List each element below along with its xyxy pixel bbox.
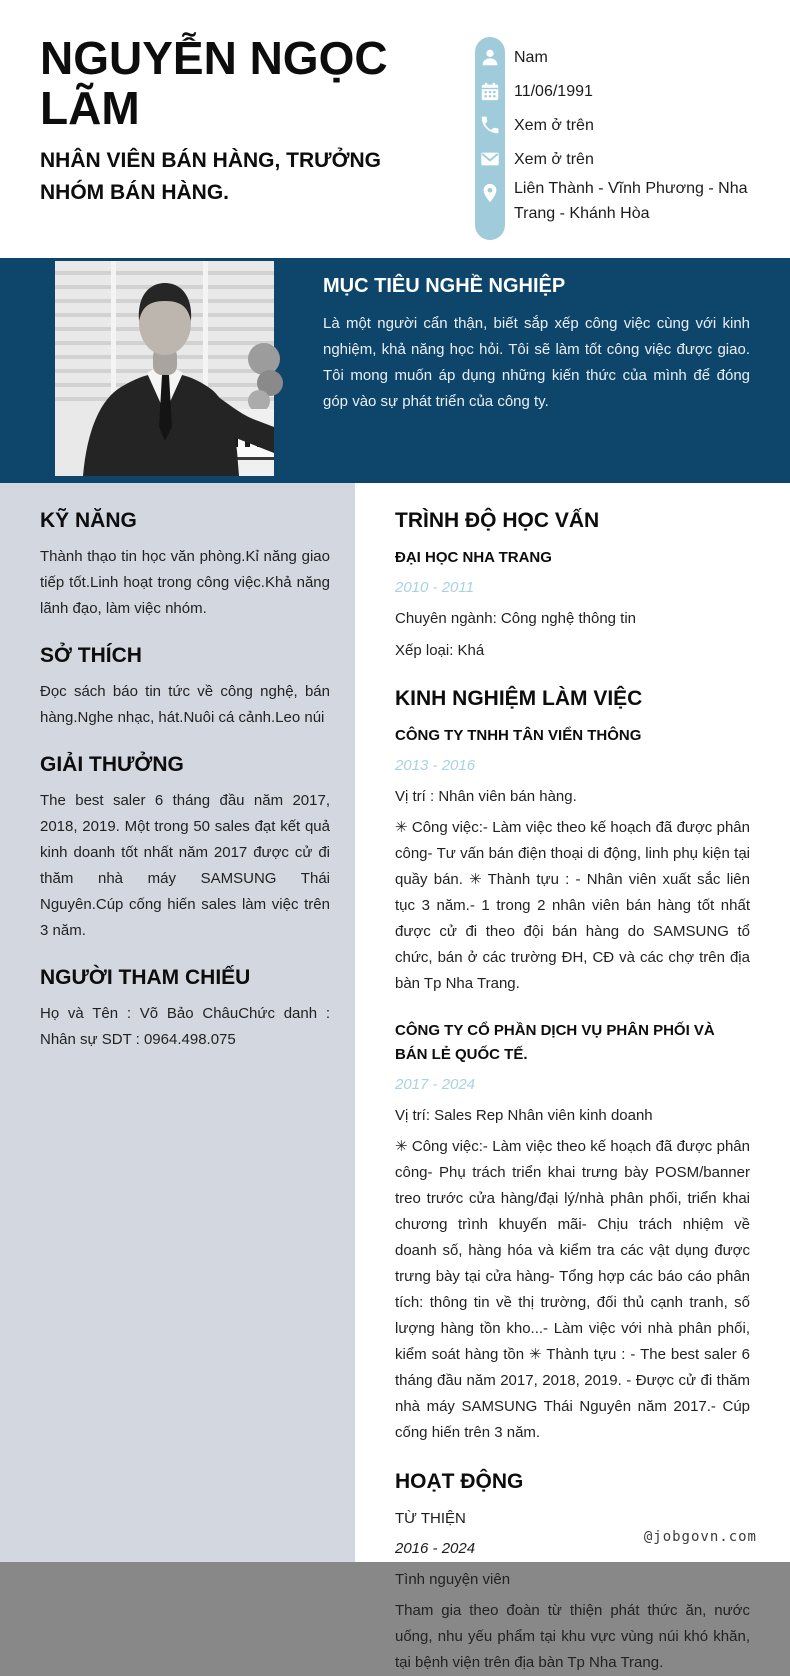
job-company: CÔNG TY CỔ PHẦN DỊCH VỤ PHÂN PHỐI VÀ BÁN LẺ QUỐC TẾ.	[395, 1022, 715, 1063]
info-row-email	[475, 142, 765, 176]
skills-heading: KỸ NĂNG	[40, 509, 137, 532]
references-text: Họ và Tên : Võ Bảo ChâuChức danh : Nhân sự SDT : 0964.498.075	[40, 1005, 330, 1048]
job-position: Vị trí: Sales Rep Nhân viên kinh doanh	[395, 1107, 653, 1124]
education-school: ĐẠI HỌC NHA TRANG	[395, 549, 552, 566]
info-row-gender	[475, 40, 765, 74]
awards-heading: GIẢI THƯỞNG	[40, 753, 184, 776]
education-major: Chuyên ngành: Công nghệ thông tin	[395, 610, 637, 627]
activity-name: TỪ THIỆN	[395, 1510, 466, 1527]
hobbies-heading: SỞ THÍCH	[40, 644, 142, 667]
objective-section	[323, 275, 750, 483]
skills-text: Thành thạo tin học văn phòng.Kỉ năng giao tiếp tốt.Linh hoạt trong công việc.Khả năng lãnh đạo, làm việc nhóm.	[40, 548, 330, 617]
experience-heading: KINH NGHIỆM LÀM VIỆC	[395, 687, 643, 710]
hobbies-text: Đọc sách báo tin tức về công nghệ, bán hàng.Nghe nhạc, hát.Nuôi cá cảnh.Leo núi	[40, 683, 330, 726]
job-description: ✳ Công việc:- Làm việc theo kế hoạch đã được phân công- Phụ trách triển khai trưng bày POSM/banner treo trước cửa hàng/đại lý/nhà phân phối, triển khai chương trình khuyến mãi- Chịu trách nhiệm về doanh số, hàng hóa và kiểm tra các vật dụng được trưng bày tại cửa hàng- Tổng hợp các báo cáo phân tích: thông tin về thị trường, đối thủ cạnh tranh, số lượng hàng tồn kho...- Làm việc với nhà phân phối, kiểm soát hàng tồn ✳ Thành tựu : - The best saler 6 tháng đầu năm 2017, 2018, 2019. - Được cử đi thăm nhà máy SAMSUNG Thái Nguyên năm 2017.- Cúp cống hiến trên 3 năm.	[395, 1138, 750, 1441]
experience-section	[395, 686, 750, 1446]
job-description: ✳ Công việc:- Làm việc theo kế hoạch đã được phân công- Tư vấn bán điện thoại di động, linh phụ kiện tại quầy bán. ✳ Thành tựu : - Nhân viên xuất sắc liên tục 3 năm.- 1 trong 2 nhân viên bán hàng tốt nhất được cử đi theo đội bán hàng do SAMSUNG tổ chức, bán ở các trường ĐH, CĐ và các chợ trên địa bàn Tp Nha Trang.	[395, 819, 750, 992]
birthdate-value: 11/06/1991	[514, 82, 593, 100]
job-entry	[395, 1019, 750, 1446]
calendar-icon	[475, 80, 505, 102]
objective-text: Là một người cẩn thận, biết sắp xếp công việc cùng với kinh nghiệm, khả năng học hỏi. Tôi sẽ làm tốt công việc được giao. Tôi mong muốn áp dụng những kiến thức của mình để đóng góp vào sự phát triển của công ty.	[323, 315, 750, 410]
education-dates: 2010 - 2011	[395, 579, 474, 596]
activity-dates: 2016 - 2024	[395, 1540, 476, 1557]
person-icon	[475, 46, 505, 68]
job-company: CÔNG TY TNHH TÂN VIỂN THÔNG	[395, 727, 642, 744]
location-icon	[475, 182, 505, 204]
info-row-birthdate	[475, 74, 765, 108]
awards-section	[40, 752, 330, 944]
left-column	[0, 483, 355, 1562]
activity-role: Tình nguyện viên	[395, 1571, 511, 1588]
gender-value: Nam	[514, 48, 548, 66]
objective-heading: MỤC TIÊU NGHỀ NGHIỆP	[323, 275, 566, 297]
phone-icon	[475, 114, 505, 136]
candidate-name: NGUYỄN NGỌC LÃM	[40, 32, 388, 134]
education-grade: Xếp loại: Khá	[395, 642, 485, 659]
phone-value: Xem ở trên	[514, 116, 594, 134]
body-columns	[0, 483, 790, 1671]
references-section	[40, 965, 330, 1053]
job-entry	[395, 724, 750, 997]
personal-info-panel	[475, 40, 765, 226]
job-position: Vị trí : Nhân viên bán hàng.	[395, 788, 577, 805]
activities-section	[395, 1469, 750, 1676]
header	[0, 0, 790, 258]
education-section	[395, 508, 750, 663]
watermark: @jobgovn.com	[643, 1529, 757, 1545]
candidate-job-title: NHÂN VIÊN BÁN HÀNG, TRƯỞNG NHÓM BÁN HÀNG.	[40, 149, 382, 204]
name-block	[0, 0, 440, 209]
job-dates: 2017 - 2024	[395, 1076, 476, 1093]
awards-text: The best saler 6 tháng đầu năm 2017, 2018, 2019. Một trong 50 sales đạt kết quả kinh doanh tốt nhất năm 2017 được cử đi thăm nhà máy SAMSUNG Thái Nguyên.Cúp cống hiến sales làm việc trên 3 năm.	[40, 792, 330, 939]
right-column	[355, 483, 790, 1671]
skills-section	[40, 508, 330, 622]
info-row-address	[475, 176, 765, 226]
email-value: Xem ở trên	[514, 150, 594, 168]
profile-photo	[55, 261, 274, 476]
info-row-phone	[475, 108, 765, 142]
hobbies-section	[40, 643, 330, 731]
objective-band	[0, 258, 790, 483]
address-value: Liên Thành - Vĩnh Phương - Nha Trang - Khánh Hòa	[514, 180, 748, 222]
job-dates: 2013 - 2016	[395, 757, 476, 774]
email-icon	[475, 148, 505, 170]
references-heading: NGƯỜI THAM CHIẾU	[40, 966, 251, 989]
education-heading: TRÌNH ĐỘ HỌC VẤN	[395, 509, 600, 532]
activity-description: Tham gia theo đoàn từ thiện phát thức ăn, nước uống, nhu yếu phẩm tại khu vực vùng núi khó khăn, tại bệnh viện trên địa bàn Tp Nha Trang.	[395, 1602, 750, 1671]
activities-heading: HOẠT ĐỘNG	[395, 1470, 524, 1493]
